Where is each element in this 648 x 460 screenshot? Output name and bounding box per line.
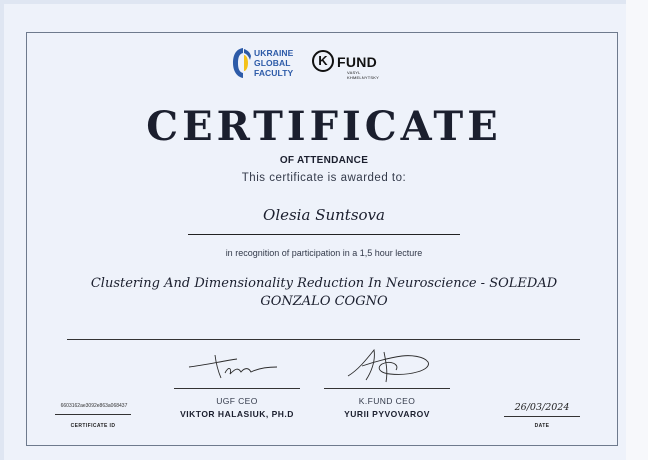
recipient-underline xyxy=(188,234,460,235)
recognition-text: in recognition of participation in a 1,5 hour lecture xyxy=(225,248,423,258)
kfund-ceo-signature xyxy=(340,342,440,386)
kfund-logo-subtext: VASYL KHMELNYTSKY xyxy=(347,70,379,80)
date-label: DATE xyxy=(534,423,550,429)
ugf-ceo-signature xyxy=(185,345,285,385)
certificate-subtitle: OF ATTENDANCE xyxy=(279,155,369,166)
divider xyxy=(67,339,580,340)
awarded-text: This certificate is awarded to: xyxy=(241,172,407,184)
recipient-name: Olesia Suntsova xyxy=(263,206,385,224)
ugf-ceo-name: VIKTOR HALASIUK, PH.D xyxy=(180,409,294,419)
kfund-logo xyxy=(312,50,404,80)
ugf-signature-line xyxy=(174,388,300,389)
ugf-logo-text: UKRAINE GLOBAL FACULTY xyxy=(254,48,294,78)
lecture-title xyxy=(74,275,574,311)
kfund-k-icon: K xyxy=(312,50,334,72)
kfund-logo-text: FUND xyxy=(337,54,378,70)
certificate-id-label: CERTIFICATE ID xyxy=(70,423,116,429)
lecture-title-line: Clustering And Dimensionality Reduction In Neuroscience - SOLEDAD xyxy=(90,276,558,291)
date-line xyxy=(504,416,580,417)
certificate-id-line xyxy=(55,414,131,415)
lecture-title-line: GONZALO COGNO xyxy=(260,294,388,309)
certificate-id-value: 6603162ae3092e863a068437 xyxy=(60,403,128,409)
kfund-ceo-role: K.FUND CEO xyxy=(358,396,416,406)
certificate-title: CERTIFICATE xyxy=(146,103,502,150)
date-value: 26/03/2024 xyxy=(514,402,570,413)
ugf-ceo-role: UGF CEO xyxy=(216,396,258,406)
certificate-border xyxy=(26,32,618,446)
kfund-signature-line xyxy=(324,388,450,389)
page-edge xyxy=(626,0,648,460)
ugf-logo xyxy=(232,46,302,82)
ugf-map-icon xyxy=(232,46,252,80)
kfund-ceo-name: YURII PYVOVAROV xyxy=(344,409,430,419)
